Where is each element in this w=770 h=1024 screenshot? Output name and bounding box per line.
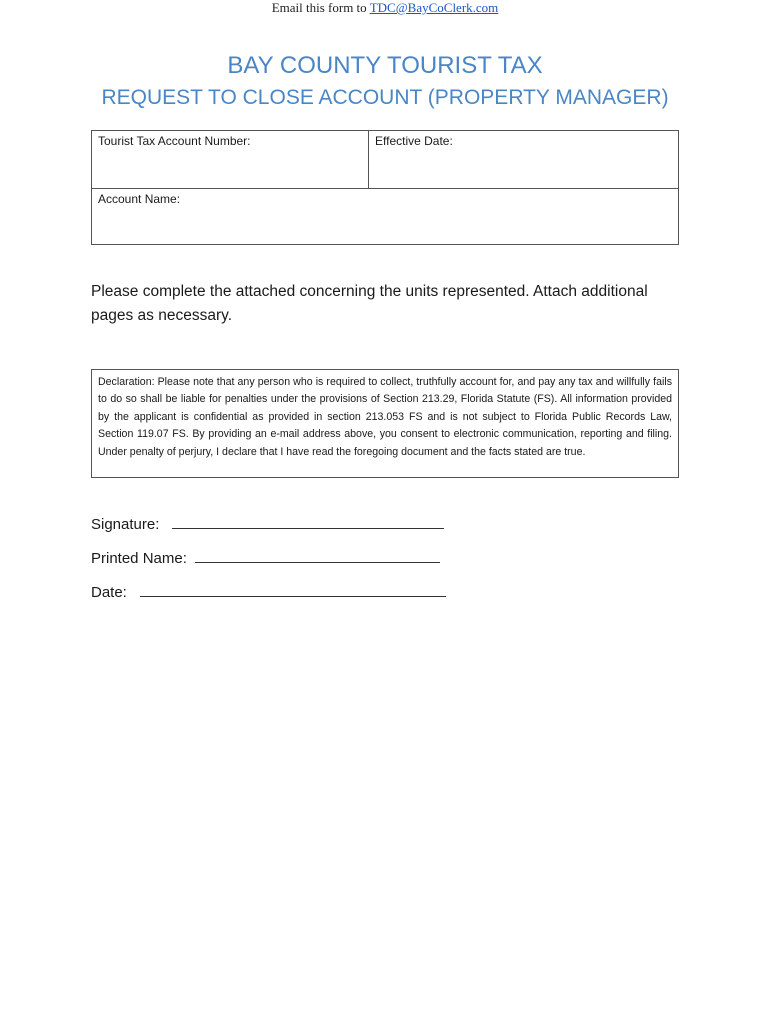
instructions-text: Please complete the attached concerning the units represented. Attach additional pages as necessary. bbox=[91, 283, 648, 324]
account-name-label: Account Name: bbox=[98, 192, 181, 206]
signature-line bbox=[91, 514, 444, 535]
signature-blank[interactable] bbox=[172, 514, 444, 529]
effective-date-label: Effective Date: bbox=[375, 134, 453, 148]
account-name-field[interactable] bbox=[92, 189, 678, 244]
date-blank[interactable] bbox=[140, 582, 446, 597]
email-instruction bbox=[0, 0, 770, 16]
account-info-row-top bbox=[92, 131, 678, 189]
account-number-label: Tourist Tax Account Number: bbox=[98, 134, 251, 148]
declaration-box: Declaration: Please note that any person who is required to collect, truthfully account for, and pay any tax and willfully fails to do so shall be liable for penalties under the provisions of Section 213.29, Florida Statute (FS). All information provided by the applicant is confidential as provided in section 213.053 FS and is not subject to Florida Public Records Law, Section 119.07 FS. By providing an e-mail address above, you consent to electronic communication, reporting and filing. Under penalty of perjury, I declare that I have read the foregoing document and the facts stated are true. bbox=[91, 369, 679, 478]
email-link[interactable]: TDC@BayCoClerk.com bbox=[369, 0, 499, 15]
printed-name-blank[interactable] bbox=[195, 548, 440, 563]
date-label: Date: bbox=[91, 584, 127, 601]
signature-label: Signature: bbox=[91, 516, 160, 533]
date-line bbox=[91, 582, 446, 603]
effective-date-field[interactable] bbox=[369, 131, 678, 188]
printed-name-label: Printed Name: bbox=[91, 550, 187, 567]
form-title: BAY COUNTY TOURIST TAX bbox=[227, 52, 543, 79]
printed-name-line bbox=[91, 548, 440, 569]
account-number-field[interactable] bbox=[92, 131, 369, 188]
form-subtitle: REQUEST TO CLOSE ACCOUNT (PROPERTY MANAGER) bbox=[101, 86, 669, 109]
account-info-table bbox=[91, 130, 679, 245]
email-prefix-text: Email this form to bbox=[271, 0, 367, 15]
